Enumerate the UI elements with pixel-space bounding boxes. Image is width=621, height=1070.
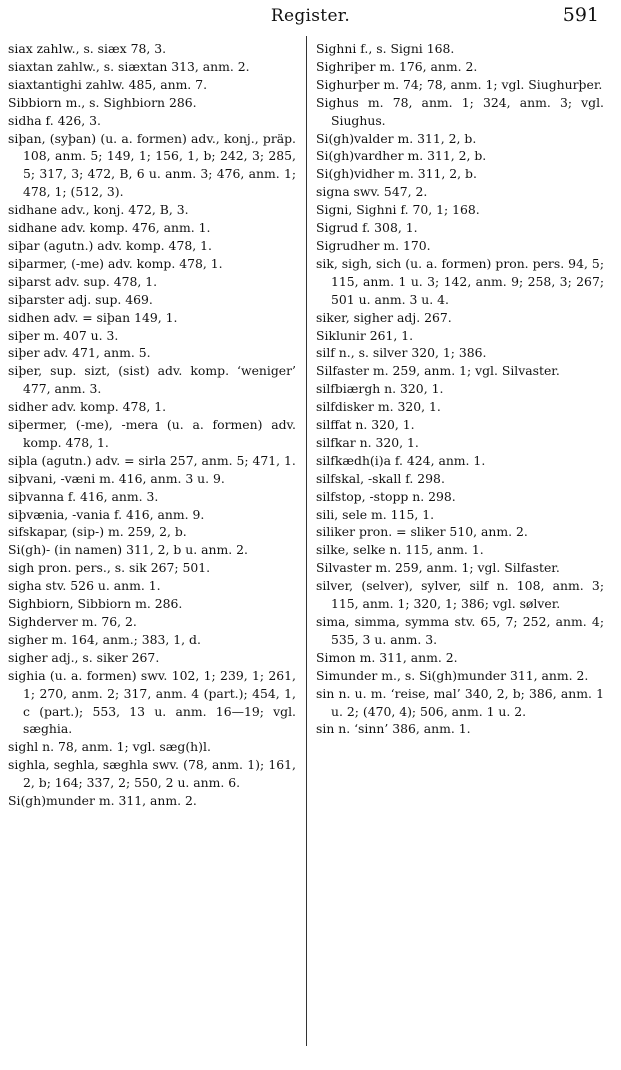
index-entry: Simunder m., s. Si(gh)munder 311, anm. 2. <box>316 667 589 683</box>
index-entry: Sighus m. 78, anm. 1; 324, anm. 3; vgl. Siughus. <box>316 94 604 128</box>
index-entry: siliker pron. = sliker 510, anm. 2. <box>316 524 528 540</box>
index-entry: silfstop, -stopp n. 298. <box>316 488 456 504</box>
index-entry: Si(gh)vardher m. 311, 2, b. <box>316 148 487 164</box>
index-entry: sidhane adv. komp. 476, anm. 1. <box>8 220 211 236</box>
index-entry: sidha f. 426, 3. <box>8 112 101 128</box>
index-entry: sin n. ‘sinn’ 386, anm. 1. <box>316 721 471 737</box>
index-entry: siaxtantighi zahlw. 485, anm. 7. <box>8 76 208 92</box>
index-entry: sifskapar, (sip-) m. 259, 2, b. <box>8 524 187 540</box>
index-entry: siþla (agutn.) adv. = sirla 257, anm. 5; 471, 1. <box>8 452 296 468</box>
index-entry: siþvænia, -vania f. 416, anm. 9. <box>8 506 205 522</box>
index-entry: sili, sele m. 115, 1. <box>316 506 435 522</box>
index-entry: sigher adj., s. siker 267. <box>8 649 160 665</box>
index-entry: silke, selke n. 115, anm. 1. <box>316 542 484 558</box>
right-column <box>316 40 604 738</box>
index-entry: Sighurþer m. 74; 78, anm. 1; vgl. Siughurþer. <box>316 76 603 92</box>
index-entry: sigh pron. pers., s. sik 267; 501. <box>8 560 211 576</box>
page-number: 591 <box>562 4 599 26</box>
index-entry: silfkar n. 320, 1. <box>316 434 419 450</box>
index-entry: siþarster adj. sup. 469. <box>8 291 153 307</box>
index-entry: sigha stv. 526 u. anm. 1. <box>8 578 161 594</box>
column-divider <box>306 36 307 1046</box>
index-entry: siþvani, -væni m. 416, anm. 3 u. 9. <box>8 470 225 486</box>
index-entry: Si(gh)- (in namen) 311, 2, b u. anm. 2. <box>8 542 248 558</box>
index-entry: Sighbiorn, Sibbiorn m. 286. <box>8 596 183 612</box>
index-entry: sik, sigh, sich (u. a. formen) pron. pers. 94, 5; 115, anm. 1 u. 3; 142, anm. 9; 258, 3; 267; 501 u. anm. 3 u. 4. <box>316 255 604 307</box>
index-entry: Si(gh)valder m. 311, 2, b. <box>316 130 477 146</box>
index-entry: Simon m. 311, anm. 2. <box>316 649 458 665</box>
index-entry: Sibbiorn m., s. Sighbiorn 286. <box>8 94 197 110</box>
index-entry: siker, sigher adj. 267. <box>316 309 452 325</box>
index-entry: siþan, (syþan) (u. a. formen) adv., konj., präp. 108, anm. 5; 149, 1; 156, 1, b; 242, 3; 285, 5; 317, 3; 472, B, 6 u. anm. 3; 476, anm. 1; 478, 1; (512, 3). <box>8 130 296 200</box>
index-entry: silfdisker m. 320, 1. <box>316 399 441 415</box>
index-entry: sin n. u. m. ‘reise, mal’ 340, 2, b; 386, anm. 1 u. 2; (470, 4); 506, anm. 1 u. 2. <box>316 685 604 719</box>
index-entry: siax zahlw., s. siæx 78, 3. <box>8 41 167 56</box>
index-entry: Silvaster m. 259, anm. 1; vgl. Silfaster. <box>316 560 560 576</box>
index-entry: silf n., s. silver 320, 1; 386. <box>316 345 487 361</box>
index-entry: sidhen adv. = siþan 149, 1. <box>8 309 178 325</box>
index-entry: sidhane adv., konj. 472, B, 3. <box>8 202 189 218</box>
index-entry: Signi, Sighni f. 70, 1; 168. <box>316 202 480 218</box>
index-entry: Sighriþer m. 176, anm. 2. <box>316 58 478 74</box>
index-entry: sidher adv. komp. 478, 1. <box>8 399 167 415</box>
index-entry: siþer m. 407 u. 3. <box>8 327 119 343</box>
index-entry: silfkædh(i)a f. 424, anm. 1. <box>316 452 486 468</box>
index-entry: sighia (u. a. formen) swv. 102, 1; 239, 1; 261, 1; 270, anm. 2; 317, anm. 4 (part.); 454, 1, c (part.); 553, 13 u. anm. 16—19; vgl. sæghia. <box>8 667 296 737</box>
index-entry: siþvanna f. 416, anm. 3. <box>8 488 159 504</box>
index-entry: sigher m. 164, anm.; 383, 1, d. <box>8 631 201 647</box>
index-entry: sima, simma, symma stv. 65, 7; 252, anm. 4; 535, 3 u. anm. 3. <box>316 614 604 647</box>
index-entry: silfskal, -skall f. 298. <box>316 470 445 486</box>
index-entry: siaxtan zahlw., s. siæxtan 313, anm. 2. <box>8 58 250 74</box>
index-entry: Sighni f., s. Signi 168. <box>316 41 455 56</box>
index-entry: signa swv. 547, 2. <box>316 184 428 200</box>
index-entry: Sighderver m. 76, 2. <box>8 614 137 629</box>
index-entry: Si(gh)vidher m. 311, 2, b. <box>316 166 477 182</box>
index-entry: siþer, sup. sizt, (sist) adv. komp. ‘weniger’ 477, anm. 3. <box>8 363 296 397</box>
page-title: Register. <box>270 6 351 26</box>
index-entry: sighl n. 78, anm. 1; vgl. sæg(h)l. <box>8 739 211 755</box>
index-entry: sighla, seghla, sæghla swv. (78, anm. 1); 161, 2, b; 164; 337, 2; 550, 2 u. anm. 6. <box>8 757 296 791</box>
index-entry: Sigrudher m. 170. <box>316 237 431 253</box>
index-entry: silffat n. 320, 1. <box>316 417 415 433</box>
index-entry: Siklunir 261, 1. <box>316 327 414 343</box>
index-entry: siþer adv. 471, anm. 5. <box>8 345 151 361</box>
index-entry: siþarst adv. sup. 478, 1. <box>8 273 158 289</box>
index-entry: siþarmer, (-me) adv. komp. 478, 1. <box>8 255 223 271</box>
index-entry: siþermer, (-me), -mera (u. a. formen) adv. komp. 478, 1. <box>8 417 296 450</box>
page-header <box>0 4 621 30</box>
index-entry: silver, (selver), sylver, silf n. 108, anm. 3; 115, anm. 1; 320, 1; 386; vgl. sølver. <box>316 578 604 612</box>
index-entry: siþar (agutn.) adv. komp. 478, 1. <box>8 237 212 253</box>
left-column <box>8 40 296 810</box>
index-entry: Sigrud f. 308, 1. <box>316 220 418 236</box>
index-entry: silfbiærgh n. 320, 1. <box>316 381 444 397</box>
index-entry: Silfaster m. 259, anm. 1; vgl. Silvaster. <box>316 363 560 379</box>
index-entry: Si(gh)munder m. 311, anm. 2. <box>8 793 197 809</box>
